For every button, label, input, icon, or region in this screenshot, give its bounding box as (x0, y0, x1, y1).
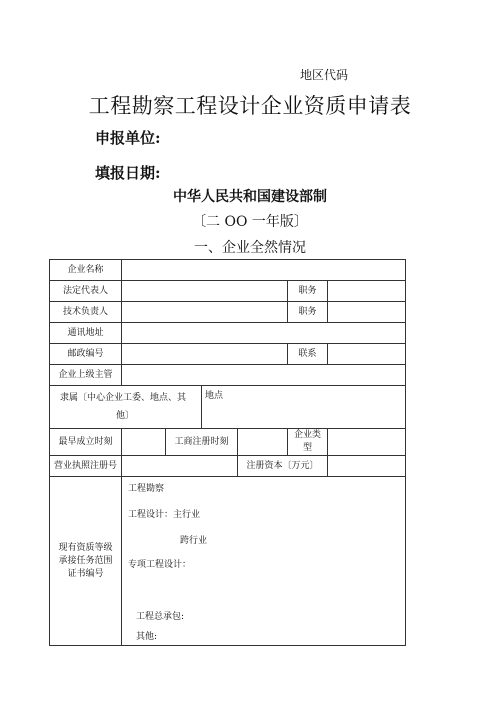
qualification-label (50, 477, 122, 646)
special-design-label: 专项工程设计： (128, 560, 192, 570)
affiliation-label (50, 386, 202, 429)
tech-lead-position-value[interactable] (328, 302, 406, 323)
table-row (50, 386, 406, 429)
design-main-label: 工程设计：主行业 (128, 510, 201, 520)
table-row (50, 365, 406, 386)
table-row (50, 323, 406, 344)
survey-label: 工程勘察 (128, 484, 165, 494)
company-name-label: 企业名称 (50, 260, 122, 281)
table-row (50, 260, 406, 281)
other-label: 其他: (136, 632, 158, 642)
earliest-founding-value[interactable] (122, 429, 166, 456)
registration-time-label: 工商注册时刻 (166, 429, 238, 456)
license-no-value[interactable] (122, 456, 238, 477)
design-cross-label: 跨行业 (180, 536, 208, 546)
table-row (50, 302, 406, 323)
affiliation-local-label: 地点 (205, 391, 224, 401)
page-title: 工程勘察工程设计企业资质申请表 (88, 94, 412, 118)
fill-date-label: 填报日期: (95, 164, 161, 182)
applicant-unit-label: 申报单位: (95, 129, 161, 147)
edition-label: 〔二 OO 一年版〕 (192, 214, 308, 230)
address-label: 通讯地址 (50, 323, 122, 344)
region-code-label: 地区代码 (300, 68, 349, 82)
position-label: 职务 (288, 302, 328, 323)
general-contract-label: 工程总承包: (136, 612, 185, 622)
company-name-value[interactable] (122, 260, 406, 281)
postcode-value[interactable] (122, 344, 288, 365)
section-title: 一、企业全然情况 (194, 240, 306, 256)
qualification-label-line1: 现有资质等级 (58, 542, 113, 553)
table-row (50, 281, 406, 302)
position-label: 职务 (288, 281, 328, 302)
affiliation-value[interactable] (202, 386, 406, 429)
company-type-label: 企业类型 (288, 429, 328, 456)
company-type-value[interactable] (328, 429, 406, 456)
address-value[interactable] (122, 323, 406, 344)
earliest-founding-label: 最早成立时刻 (50, 429, 122, 456)
contact-value[interactable] (328, 344, 406, 365)
registration-time-value[interactable] (238, 429, 288, 456)
qualification-label-line3: 证书编号 (67, 568, 104, 579)
superior-value[interactable] (122, 365, 406, 386)
legal-rep-value[interactable] (122, 281, 288, 302)
affiliation-label-line1: 隶属〔中心企业工委、地点、其 (60, 393, 187, 403)
tech-lead-label: 技术负责人 (50, 302, 122, 323)
company-info-table (49, 259, 406, 646)
tech-lead-value[interactable] (122, 302, 288, 323)
license-no-label: 营业执照注册号 (50, 456, 122, 477)
affiliation-label-line2: 他〕 (116, 411, 135, 421)
registered-capital-label: 注册资本〔万元〕 (238, 456, 328, 477)
qualification-label-line2: 承接任务范围 (58, 555, 113, 566)
table-row (50, 477, 406, 646)
legal-rep-position-value[interactable] (328, 281, 406, 302)
qualification-value[interactable] (122, 477, 406, 646)
contact-label: 联系 (288, 344, 328, 365)
postcode-label: 邮政编号 (50, 344, 122, 365)
registered-capital-value[interactable] (328, 456, 406, 477)
table-row (50, 456, 406, 477)
superior-label: 企业上级主管 (50, 365, 122, 386)
ministry-label: 中华人民共和国建设部制 (173, 189, 327, 205)
table-row (50, 429, 406, 456)
legal-rep-label: 法定代表人 (50, 281, 122, 302)
table-row (50, 344, 406, 365)
